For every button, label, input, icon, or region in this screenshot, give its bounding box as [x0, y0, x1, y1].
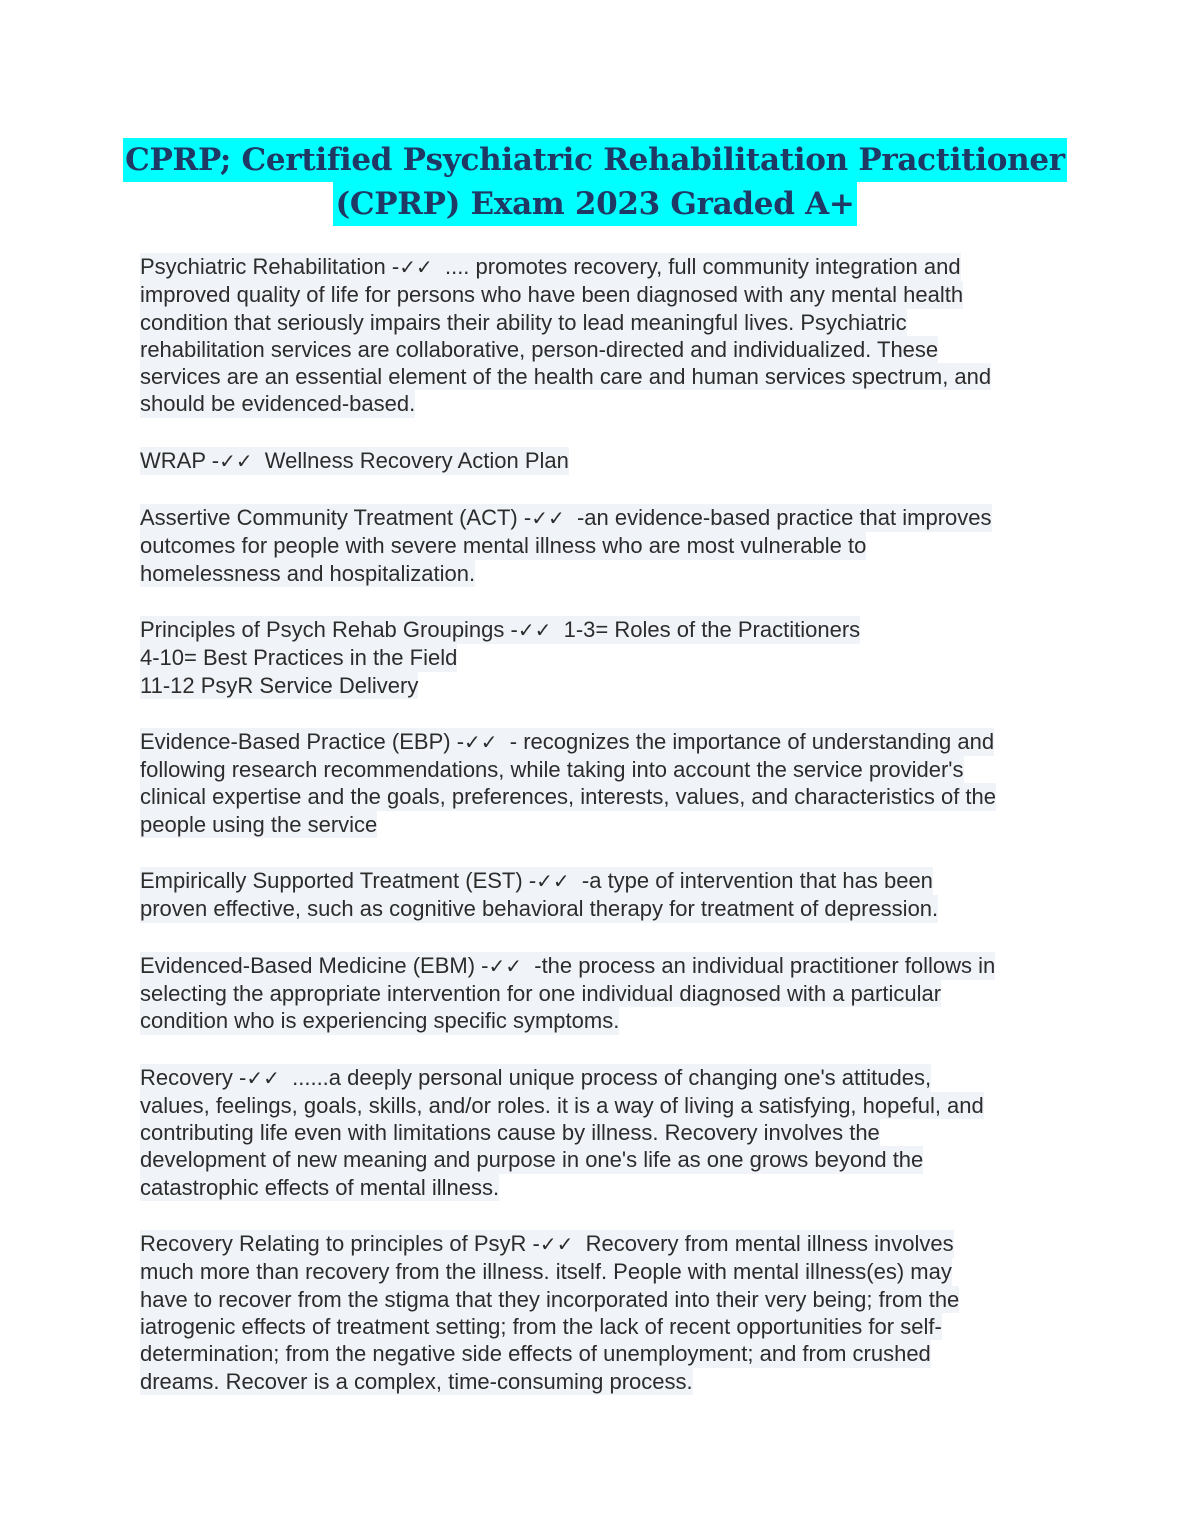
title-line: (CPRP) Exam 2023 Graded A+: [333, 182, 856, 226]
entry-definition-line: following research recommendations, while taking into account the service provider's: [140, 757, 964, 783]
entry-definition-line: selecting the appropriate intervention for one individual diagnosed with a particular: [140, 980, 942, 1006]
entry-definition-line: values, feelings, goals, skills, and/or roles. it is a way of living a satisfying, hopeful, and: [140, 1092, 984, 1118]
entry-first-line: [140, 952, 995, 980]
entry-definition-line: iatrogenic effects of treatment setting; from the lack of recent opportunities for self-: [140, 1313, 942, 1339]
double-check-icon: ✓✓: [531, 506, 565, 531]
flashcard-entry: [140, 616, 1060, 699]
double-check-icon: ✓✓: [464, 729, 498, 754]
entry-first-line: [140, 1230, 954, 1258]
entry-separator: -: [475, 952, 489, 978]
flashcard-entry: [140, 447, 1060, 475]
entry-term: WRAP: [140, 447, 206, 473]
entry-definition-start: - recognizes the importance of understanding and: [497, 728, 995, 754]
entry-definition-line: improved quality of life for persons who have been diagnosed with any mental health: [140, 282, 964, 308]
entry-definition-line: 11-12 PsyR Service Delivery: [140, 672, 419, 698]
entry-definition-line: proven effective, such as cognitive behavioral therapy for treatment of depression.: [140, 896, 939, 922]
entry-term: Evidenced-Based Medicine (EBM): [140, 952, 476, 978]
entry-definition-line: condition who is experiencing specific symptoms.: [140, 1008, 620, 1034]
entry-first-line: [140, 616, 860, 644]
flashcard-list: [140, 253, 1060, 1424]
entry-separator: -: [385, 254, 400, 279]
entry-definition-line: clinical expertise and the goals, preferences, interests, values, and characteristics of the: [140, 784, 997, 810]
entry-definition-line: rehabilitation services are collaborative, person-directed and individualized. These: [140, 336, 939, 362]
entry-definition-start: .... promotes recovery, full community integration and: [432, 254, 961, 279]
flashcard-entry: [140, 253, 1060, 418]
entry-term: Evidence-Based Practice (EBP): [140, 728, 451, 754]
double-check-icon: ✓✓: [539, 1232, 574, 1257]
entry-definition-line: condition that seriously impairs their ability to lead meaningful lives. Psychiatric: [140, 309, 907, 335]
entry-term: Recovery: [140, 1064, 233, 1090]
entry-definition-line: services are an essential element of the health care and human services spectrum, and: [140, 364, 992, 390]
title-line: CPRP; Certified Psychiatric Rehabilitation Practitioner: [123, 138, 1067, 182]
entry-term: Recovery Relating to principles of PsyR: [140, 1231, 527, 1257]
flashcard-entry: [140, 1230, 1060, 1395]
entry-first-line: [140, 504, 992, 532]
double-check-icon: ✓✓: [536, 869, 570, 894]
entry-separator: -: [450, 728, 465, 754]
entry-definition-line: development of new meaning and purpose in one's life as one grows beyond the: [140, 1147, 924, 1173]
entry-term: Principles of Psych Rehab Groupings: [140, 616, 505, 642]
entry-definition-line: homelessness and hospitalization.: [140, 560, 476, 586]
double-check-icon: ✓✓: [219, 448, 253, 473]
entry-definition-line: people using the service: [140, 811, 378, 837]
entry-separator: -: [232, 1064, 247, 1090]
entry-separator: -: [504, 616, 518, 642]
entry-first-line: [140, 447, 569, 475]
flashcard-entry: [140, 1064, 1060, 1201]
entry-first-line: [140, 728, 994, 756]
entry-definition-line: have to recover from the stigma that they incorporated into their very being; from the: [140, 1286, 960, 1312]
entry-definition-line: contributing life even with limitations cause by illness. Recovery involves the: [140, 1120, 880, 1146]
entry-separator: -: [526, 1231, 540, 1257]
entry-term: Psychiatric Rehabilitation: [140, 254, 386, 279]
entry-term: Assertive Community Treatment (ACT): [140, 505, 518, 531]
entry-definition-line: much more than recovery from the illness. itself. People with mental illness(es) may: [140, 1259, 952, 1285]
flashcard-entry: [140, 867, 1060, 923]
entry-definition-start: -the process an individual practitioner follows in: [522, 952, 996, 978]
entry-definition-line: dreams. Recover is a complex, time-consuming process.: [140, 1368, 693, 1394]
entry-first-line: [140, 867, 933, 895]
entry-term: Empirically Supported Treatment (EST): [140, 868, 523, 894]
entry-definition-line: 4-10= Best Practices in the Field: [140, 645, 458, 671]
double-check-icon: ✓✓: [399, 255, 433, 279]
entry-definition-start: Wellness Recovery Action Plan: [252, 447, 569, 473]
flashcard-entry: [140, 504, 1060, 587]
entry-definition-line: determination; from the negative side effects of unemployment; and from crushed: [140, 1341, 931, 1367]
entry-definition-start: ......a deeply personal unique process of changing one's attitudes,: [279, 1064, 932, 1090]
document-title: [0, 138, 1190, 226]
entry-definition-line: should be evidenced-based.: [140, 391, 416, 417]
entry-definition-start: -an evidence-based practice that improves: [564, 505, 992, 531]
entry-separator: -: [205, 447, 220, 473]
flashcard-entry: [140, 728, 1060, 838]
flashcard-entry: [140, 952, 1060, 1035]
entry-separator: -: [517, 505, 532, 531]
entry-definition-start: 1-3= Roles of the Practitioners: [551, 616, 861, 642]
entry-definition-start: -a type of intervention that has been: [569, 868, 933, 894]
entry-separator: -: [522, 868, 537, 894]
entry-definition-line: outcomes for people with severe mental illness who are most vulnerable to: [140, 533, 867, 559]
double-check-icon: ✓✓: [488, 953, 523, 978]
double-check-icon: ✓✓: [246, 1065, 280, 1090]
entry-first-line: [140, 253, 961, 281]
entry-first-line: [140, 1064, 931, 1092]
double-check-icon: ✓✓: [517, 617, 552, 642]
entry-definition-start: Recovery from mental illness involves: [573, 1231, 954, 1257]
entry-definition-line: catastrophic effects of mental illness.: [140, 1174, 500, 1200]
